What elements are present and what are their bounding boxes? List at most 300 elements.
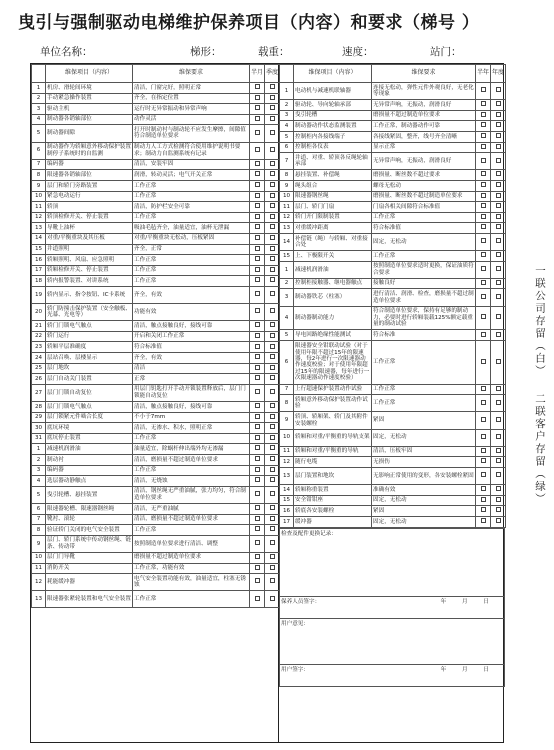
checkbox[interactable] <box>255 84 260 89</box>
checkbox[interactable] <box>255 467 260 472</box>
period-b-check-cell <box>491 261 506 278</box>
period-a-check-cell <box>476 212 491 223</box>
row-number: 6 <box>280 142 294 153</box>
maintenance-item: 手动紧急操作装置 <box>46 93 133 104</box>
checkbox[interactable] <box>255 445 260 450</box>
checkbox[interactable] <box>255 291 260 296</box>
row-number: 3 <box>32 104 46 115</box>
maintenance-item: 轿门防撞击保护装置（安全触板、光幕、光电等） <box>46 304 133 321</box>
maintenance-requirement: 工作正常 <box>133 525 250 536</box>
period-a-check-cell <box>250 159 265 170</box>
period-a-check-cell <box>476 384 491 395</box>
checkbox[interactable] <box>481 238 486 243</box>
checkbox[interactable] <box>270 526 275 531</box>
checkbox[interactable] <box>255 516 260 521</box>
checkbox[interactable] <box>270 147 275 152</box>
checkbox[interactable] <box>255 354 260 359</box>
checkbox[interactable] <box>270 291 275 296</box>
checkbox[interactable] <box>270 477 275 482</box>
row-number: 3 <box>32 465 46 476</box>
checkbox[interactable] <box>270 389 275 394</box>
checkbox[interactable] <box>496 112 501 117</box>
period-a-check-cell <box>250 202 265 213</box>
period-a-check-cell <box>476 251 491 262</box>
row-number: 24 <box>32 353 46 364</box>
maintenance-item: 补偿链（绳）与轿厢、对重接合处 <box>294 233 372 250</box>
checkbox[interactable] <box>255 105 260 110</box>
checkbox[interactable] <box>270 540 275 545</box>
checkbox[interactable] <box>481 518 486 523</box>
table-row <box>32 525 280 536</box>
table-row <box>32 353 280 364</box>
maintenance-item: 限速器轮槽、限速器钢丝绳 <box>46 503 133 514</box>
checkbox[interactable] <box>481 144 486 149</box>
maintenance-item: 制动器铁芯（柱塞） <box>294 289 372 306</box>
checkbox[interactable] <box>481 507 486 512</box>
checkbox[interactable] <box>255 95 260 100</box>
checkbox[interactable] <box>496 386 501 391</box>
checkbox[interactable] <box>270 267 275 272</box>
checkbox[interactable] <box>496 448 501 453</box>
period-a-check-cell <box>250 476 265 487</box>
maintenance-requirement: 按照制造单位要求进行清洁、调整 <box>133 535 250 552</box>
period-b-check-cell <box>491 223 506 234</box>
checkbox[interactable] <box>255 505 260 510</box>
period-b-check-cell <box>265 202 280 213</box>
checkbox[interactable] <box>270 445 275 450</box>
checkbox[interactable] <box>270 171 275 176</box>
checkbox[interactable] <box>481 101 486 106</box>
checkbox[interactable] <box>270 365 275 370</box>
maintenance-requirement: 门扇各相关间隙符合标准值 <box>372 202 476 213</box>
row-number: 2 <box>280 100 294 111</box>
checkbox[interactable] <box>270 161 275 166</box>
period-b-check-cell <box>491 251 506 262</box>
row-number: 9 <box>280 412 294 429</box>
checkbox[interactable] <box>496 417 501 422</box>
period-a-check-cell <box>250 233 265 244</box>
maintenance-item: 机房、滑轮间环境 <box>46 83 133 94</box>
maintenance-item: 轿厢和对重/平衡重的导轨支架 <box>294 429 372 446</box>
checkbox[interactable] <box>270 354 275 359</box>
row-number: 12 <box>280 212 294 223</box>
checkbox[interactable] <box>270 193 275 198</box>
maintenance-requirement: 齐全，有效 <box>133 286 250 303</box>
checkbox[interactable] <box>255 403 260 408</box>
row-number: 31 <box>32 433 46 444</box>
checkbox[interactable] <box>496 133 501 138</box>
checkbox[interactable] <box>255 161 260 166</box>
maintenance-item: 轿厢称重装置 <box>294 485 372 496</box>
checkbox[interactable] <box>270 84 275 89</box>
table-row <box>280 467 506 484</box>
checkbox[interactable] <box>481 133 486 138</box>
checkbox[interactable] <box>481 400 486 405</box>
checkbox[interactable] <box>496 266 501 271</box>
table-row <box>32 321 280 332</box>
period-b-check-cell <box>265 286 280 303</box>
checkbox[interactable] <box>496 458 501 463</box>
maintenance-requirement: 运行时无异常振动和异常声响 <box>133 104 250 115</box>
period-b-check-cell <box>491 395 506 412</box>
checkbox[interactable] <box>496 332 501 337</box>
checkbox[interactable] <box>496 294 501 299</box>
checkbox[interactable] <box>481 472 486 477</box>
checkbox[interactable] <box>270 505 275 510</box>
row-number: 5 <box>32 125 46 142</box>
checkbox[interactable] <box>255 171 260 176</box>
table-row <box>280 223 506 234</box>
maintenance-item: 制动衬 <box>46 454 133 465</box>
maintenance-item: 轿厢平层准确度 <box>46 342 133 353</box>
maintenance-item: 控制柜各仪表 <box>294 142 372 153</box>
maintenance-requirement: 符合制造单位要求，保持有足够的制动力，必要时进行轿厢装载125%额定载重量的制动试验 <box>372 306 476 330</box>
maintenance-requirement: 螺母无松动 <box>372 180 476 191</box>
row-number: 12 <box>32 212 46 223</box>
checkbox[interactable] <box>481 224 486 229</box>
period-b-check-cell <box>265 233 280 244</box>
checkbox[interactable] <box>496 252 501 257</box>
parts-record-cell[interactable] <box>280 528 505 596</box>
maintenance-item: 限速器钢丝绳 <box>294 191 372 202</box>
period-a-check-cell <box>250 286 265 303</box>
checkbox[interactable] <box>496 122 501 127</box>
maintenance-item: 层门和轿门旁路装置 <box>46 180 133 191</box>
period-a-check-cell <box>250 342 265 353</box>
checkbox[interactable] <box>481 203 486 208</box>
period-a-check-cell <box>476 412 491 429</box>
row-number: 4 <box>32 476 46 487</box>
checkbox[interactable] <box>255 214 260 219</box>
checkbox[interactable] <box>481 497 486 502</box>
checkbox[interactable] <box>496 158 501 163</box>
period-b-check-cell <box>491 233 506 250</box>
maintenance-item: 层门、轿门系统中传动钢丝绳、链条、传动带 <box>46 535 133 552</box>
period-b-check-cell <box>491 289 506 306</box>
checkbox[interactable] <box>270 403 275 408</box>
checkbox[interactable] <box>270 130 275 135</box>
maintenance-item: 制动器各销轴部位 <box>46 114 133 125</box>
row-number: 10 <box>32 191 46 202</box>
maintenance-item: 制动器间隙 <box>46 125 133 142</box>
period-a-check-cell <box>250 423 265 434</box>
checkbox[interactable] <box>255 224 260 229</box>
checkbox[interactable] <box>481 122 486 127</box>
checkbox[interactable] <box>270 116 275 121</box>
checkbox[interactable] <box>255 344 260 349</box>
right-table <box>279 64 506 528</box>
checkbox[interactable] <box>496 101 501 106</box>
checkbox[interactable] <box>255 308 260 313</box>
table-row <box>280 289 506 306</box>
checkbox[interactable] <box>481 332 486 337</box>
maintenance-requirement: 紧固 <box>372 412 476 429</box>
checkbox[interactable] <box>270 277 275 282</box>
row-number: 16 <box>32 255 46 266</box>
table-row <box>32 514 280 525</box>
checkbox[interactable] <box>270 322 275 327</box>
checkbox[interactable] <box>496 144 501 149</box>
table-row <box>280 191 506 202</box>
checkbox[interactable] <box>255 182 260 187</box>
checkbox[interactable] <box>481 294 486 299</box>
maintenance-requirement: 齐全，正常 <box>133 244 250 255</box>
checkbox[interactable] <box>270 344 275 349</box>
table-row <box>280 131 506 142</box>
checkbox[interactable] <box>496 238 501 243</box>
table-row <box>32 433 280 444</box>
maintenance-requirement: 制动力人工方式检测符合使用维护说明书要求；制动力自监测系统有记录 <box>133 142 250 159</box>
checkbox[interactable] <box>270 246 275 251</box>
table-row <box>32 276 280 287</box>
period-a-check-cell <box>250 170 265 181</box>
checkbox[interactable] <box>255 116 260 121</box>
period-a-check-cell <box>250 125 265 142</box>
period-b-check-cell <box>491 506 506 517</box>
checkbox[interactable] <box>496 472 501 477</box>
checkbox[interactable] <box>496 203 501 208</box>
maintenance-item: 轿厢意外移动保护装置动作试验 <box>294 395 372 412</box>
unit-name-label: 单位名称： <box>40 46 93 58</box>
period-b-check-cell <box>491 384 506 395</box>
checkbox[interactable] <box>481 448 486 453</box>
table-row <box>32 402 280 413</box>
period-a-check-cell <box>476 170 491 181</box>
checkbox[interactable] <box>270 214 275 219</box>
maintenance-requirement: 清洁，门窗完好，照明正常 <box>133 83 250 94</box>
period-b-check-cell <box>491 170 506 181</box>
maintenance-requirement: 清洁，触点接触良好，接线可靠 <box>133 402 250 413</box>
checkbox[interactable] <box>270 578 275 583</box>
checkbox[interactable] <box>270 565 275 570</box>
checkbox[interactable] <box>255 267 260 272</box>
row-number: 9 <box>280 180 294 191</box>
maintenance-item: 轿门门锁电气触点 <box>46 321 133 332</box>
period-b-check-cell <box>265 363 280 374</box>
maintenance-item: 安全钳钳座 <box>294 495 372 506</box>
checkbox[interactable] <box>481 87 486 92</box>
maintenance-requirement: 固定，无松动 <box>372 429 476 446</box>
checkbox[interactable] <box>270 424 275 429</box>
row-number: 1 <box>32 444 46 455</box>
maintainer-sign-cell[interactable] <box>280 596 505 618</box>
period-a-check-cell <box>476 457 491 468</box>
checkbox[interactable] <box>481 158 486 163</box>
checkbox[interactable] <box>255 375 260 380</box>
checkbox[interactable] <box>270 256 275 261</box>
table-row <box>32 202 280 213</box>
maintenance-item: 轿底各安装螺栓 <box>294 506 372 517</box>
period-b-check-cell <box>265 465 280 476</box>
checkbox[interactable] <box>255 424 260 429</box>
checkbox[interactable] <box>481 434 486 439</box>
checkbox[interactable] <box>270 105 275 110</box>
period-b-check-cell <box>265 444 280 455</box>
checkbox[interactable] <box>270 333 275 338</box>
checkbox[interactable] <box>255 365 260 370</box>
checkbox[interactable] <box>481 417 486 422</box>
checkbox[interactable] <box>496 400 501 405</box>
checkbox[interactable] <box>496 182 501 187</box>
checkbox[interactable] <box>255 578 260 583</box>
row-number: 13 <box>32 591 46 608</box>
checkbox[interactable] <box>496 280 501 285</box>
period-a-check-cell <box>476 233 491 250</box>
checkbox[interactable] <box>270 491 275 496</box>
checkbox[interactable] <box>481 386 486 391</box>
row-number: 8 <box>280 170 294 181</box>
table-row <box>280 506 506 517</box>
checkbox[interactable] <box>270 414 275 419</box>
maintenance-item: 层门锁紧元件啮合长度 <box>46 412 133 423</box>
checkbox[interactable] <box>496 497 501 502</box>
checkbox[interactable] <box>255 554 260 559</box>
checkbox[interactable] <box>481 314 486 319</box>
checkbox[interactable] <box>255 246 260 251</box>
user-opinion-cell[interactable] <box>280 618 505 664</box>
checkbox[interactable] <box>255 526 260 531</box>
table-row <box>32 563 280 574</box>
checkbox[interactable] <box>481 193 486 198</box>
maintenance-item: 耗能缓冲器 <box>46 574 133 591</box>
user-sign-cell[interactable] <box>280 664 505 686</box>
checkbox[interactable] <box>255 203 260 208</box>
checkbox[interactable] <box>270 596 275 601</box>
checkbox[interactable] <box>496 359 501 364</box>
checkbox[interactable] <box>496 214 501 219</box>
period-a-check-cell <box>476 110 491 121</box>
checkbox[interactable] <box>255 235 260 240</box>
checkbox[interactable] <box>481 280 486 285</box>
checkbox[interactable] <box>270 375 275 380</box>
checkbox[interactable] <box>255 540 260 545</box>
checkbox[interactable] <box>496 314 501 319</box>
checkbox[interactable] <box>270 182 275 187</box>
row-number: 8 <box>32 170 46 181</box>
maintenance-item: 验证轿门关闭的电气安全装置 <box>46 525 133 536</box>
checkbox[interactable] <box>270 456 275 461</box>
row-number: 1 <box>32 83 46 94</box>
checkbox[interactable] <box>496 434 501 439</box>
table-row <box>32 223 280 234</box>
checkbox[interactable] <box>496 87 501 92</box>
checkbox[interactable] <box>481 359 486 364</box>
checkbox[interactable] <box>270 308 275 313</box>
table-row <box>32 104 280 115</box>
user-sign-label: 用户签字： <box>281 666 309 673</box>
checkbox[interactable] <box>481 252 486 257</box>
maintenance-item: 井道、对重、轿顶各反绳轮轴承部 <box>294 153 372 170</box>
checkbox[interactable] <box>270 467 275 472</box>
maintenance-item: 轿内显示、指令按钮、IC卡系统 <box>46 286 133 303</box>
checkbox[interactable] <box>255 256 260 261</box>
checkbox[interactable] <box>496 224 501 229</box>
maintenance-requirement: 磨损量、断丝数不超过制造单位要求 <box>372 191 476 202</box>
copy-distribution <box>512 265 548 506</box>
maintenance-item: 驱动轮、导向轮轴承部 <box>294 100 372 111</box>
period-a-check-cell <box>476 446 491 457</box>
row-number: 21 <box>32 321 46 332</box>
checkbox[interactable] <box>255 333 260 338</box>
checkbox[interactable] <box>255 456 260 461</box>
checkbox[interactable] <box>255 322 260 327</box>
checkbox[interactable] <box>270 203 275 208</box>
checkbox[interactable] <box>255 565 260 570</box>
maintenance-requirement: 正常 <box>133 374 250 385</box>
checkbox[interactable] <box>496 171 501 176</box>
row-number: 7 <box>280 153 294 170</box>
checkbox[interactable] <box>255 477 260 482</box>
checkbox[interactable] <box>255 596 260 601</box>
table-row <box>280 457 506 468</box>
checkbox[interactable] <box>255 414 260 419</box>
checkbox[interactable] <box>270 95 275 100</box>
checkbox[interactable] <box>270 435 275 440</box>
checkbox[interactable] <box>255 130 260 135</box>
checkbox[interactable] <box>255 389 260 394</box>
checkbox[interactable] <box>481 182 486 187</box>
period-a-check-cell <box>476 506 491 517</box>
checkbox[interactable] <box>496 518 501 523</box>
checkbox[interactable] <box>496 507 501 512</box>
period-b-check-cell <box>265 454 280 465</box>
table-row <box>32 363 280 374</box>
col-halfmonth: 半月 <box>250 65 265 83</box>
row-number: 15 <box>280 251 294 262</box>
period-b-check-cell <box>265 412 280 423</box>
checkbox[interactable] <box>481 171 486 176</box>
period-a-check-cell <box>250 525 265 536</box>
checkbox[interactable] <box>481 266 486 271</box>
period-a-check-cell <box>250 265 265 276</box>
checkbox[interactable] <box>481 214 486 219</box>
checkbox[interactable] <box>496 486 501 491</box>
year-label: 年 <box>440 666 447 673</box>
checkbox[interactable] <box>270 235 275 240</box>
table-row <box>280 170 506 181</box>
row-number: 9 <box>32 535 46 552</box>
checkbox[interactable] <box>270 554 275 559</box>
maintenance-item: 轿厢照明、风扇、应急照明 <box>46 255 133 266</box>
maintenance-item: 井道照明 <box>46 244 133 255</box>
checkbox[interactable] <box>496 193 501 198</box>
copy2-label: 二联客户存留（绿） <box>534 393 546 506</box>
maintenance-item: 层门门导靴 <box>46 552 133 563</box>
checkbox[interactable] <box>255 435 260 440</box>
checkbox[interactable] <box>481 486 486 491</box>
table-row <box>32 286 280 303</box>
row-number: 18 <box>32 276 46 287</box>
period-b-check-cell <box>265 265 280 276</box>
checkbox[interactable] <box>255 491 260 496</box>
checkbox[interactable] <box>270 224 275 229</box>
maintenance-requirement: 工作正常，功能有效 <box>133 563 250 574</box>
maintenance-requirement: 工作正常 <box>133 191 250 202</box>
checkbox[interactable] <box>255 193 260 198</box>
table-row <box>32 255 280 266</box>
checkbox[interactable] <box>481 112 486 117</box>
checkbox[interactable] <box>481 458 486 463</box>
table-row <box>32 454 280 465</box>
checkbox[interactable] <box>255 147 260 152</box>
maintenance-item: 控制柜内各接线端子 <box>294 131 372 142</box>
period-b-check-cell <box>491 341 506 385</box>
period-a-check-cell <box>250 276 265 287</box>
checkbox[interactable] <box>270 516 275 521</box>
checkbox[interactable] <box>255 277 260 282</box>
period-b-check-cell <box>265 423 280 434</box>
day-label: 日 <box>483 598 489 605</box>
